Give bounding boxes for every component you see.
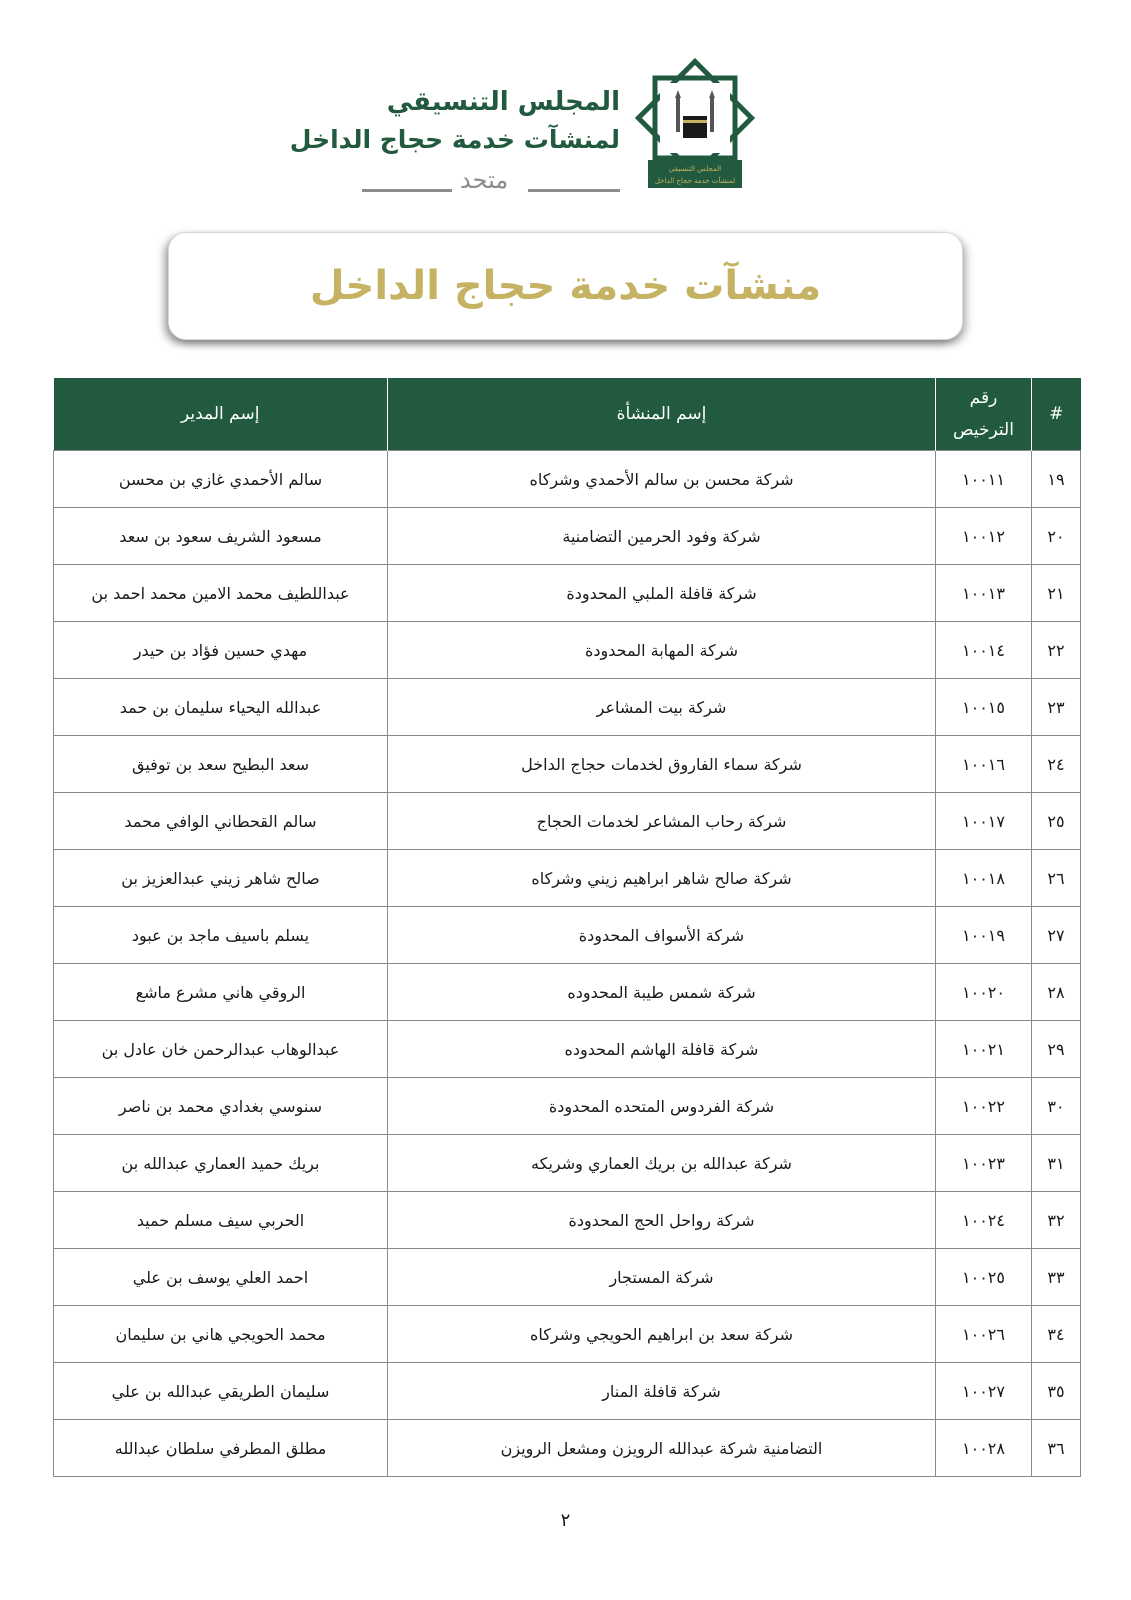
table-row <box>54 1021 1081 1078</box>
table-row <box>54 1363 1081 1420</box>
manager-name: الحربي سيف مسلم حميد <box>54 1192 388 1249</box>
manager-name: سعد البطيح سعد بن توفيق <box>54 736 388 793</box>
manager-name: الروقي هاني مشرع ماشع <box>54 964 388 1021</box>
manager-name: احمد العلي يوسف بن علي <box>54 1249 388 1306</box>
organization-name <box>290 84 620 160</box>
header <box>289 58 760 198</box>
manager-name: عبداللطيف محمد الامين محمد احمد بن <box>54 565 388 622</box>
license-number: ١٠٠١٤ <box>936 622 1032 679</box>
license-number: ١٠٠١٥ <box>936 679 1032 736</box>
manager-name: محمد الحويجي هاني بن سليمان <box>54 1306 388 1363</box>
facility-name: شركة الأسواف المحدودة <box>388 907 936 964</box>
facility-name: شركة المستجار <box>388 1249 936 1306</box>
table-header-row <box>54 378 1081 451</box>
license-number: ١٠٠٢٢ <box>936 1078 1032 1135</box>
facility-name: شركة بيت المشاعر <box>388 679 936 736</box>
table-row <box>54 1420 1081 1477</box>
tagline-rule-left <box>362 189 452 192</box>
row-number: ٢٣ <box>1032 679 1081 736</box>
column-header-manager-name: إسم المدير <box>54 378 388 451</box>
svg-text:لمنشآت خدمة حجاج الداخل: لمنشآت خدمة حجاج الداخل <box>654 177 736 185</box>
facility-name: شركة قافلة المنار <box>388 1363 936 1420</box>
row-number: ٢٦ <box>1032 850 1081 907</box>
facility-name: شركة رحاب المشاعر لخدمات الحجاج <box>388 793 936 850</box>
facility-name: شركة قافلة الهاشم المحدوده <box>388 1021 936 1078</box>
manager-name: مطلق المطرفي سلطان عبدالله <box>54 1420 388 1477</box>
row-number: ٢٩ <box>1032 1021 1081 1078</box>
manager-name: مهدي حسين فؤاد بن حيدر <box>54 622 388 679</box>
row-number: ٢٧ <box>1032 907 1081 964</box>
column-header-license <box>936 378 1032 451</box>
license-number: ١٠٠٢٧ <box>936 1363 1032 1420</box>
page-title: منشآت خدمة حجاج الداخل <box>309 263 822 309</box>
manager-name: صالح شاهر زيني عبدالعزيز بن <box>54 850 388 907</box>
table-row <box>54 907 1081 964</box>
table-row <box>54 679 1081 736</box>
facility-name: شركة رواحل الحج المحدودة <box>388 1192 936 1249</box>
facility-name: شركة الفردوس المتحده المحدودة <box>388 1078 936 1135</box>
row-number: ٢٠ <box>1032 508 1081 565</box>
license-number: ١٠٠١٨ <box>936 850 1032 907</box>
organization-name-line1: المجلس التنسيقي <box>386 87 620 117</box>
row-number: ٣٥ <box>1032 1363 1081 1420</box>
table-row <box>54 1306 1081 1363</box>
row-number: ٢٨ <box>1032 964 1081 1021</box>
license-number: ١٠٠٢٤ <box>936 1192 1032 1249</box>
table-row <box>54 451 1081 508</box>
table-row <box>54 508 1081 565</box>
facility-name: التضامنية شركة عبدالله الرويزن ومشعل الرويزن <box>388 1420 936 1477</box>
table-row <box>54 1078 1081 1135</box>
facility-name: شركة شمس طيبة المحدوده <box>388 964 936 1021</box>
manager-name: سالم الأحمدي غازي بن محسن <box>54 451 388 508</box>
row-number: ١٩ <box>1032 451 1081 508</box>
license-number: ١٠٠٢٨ <box>936 1420 1032 1477</box>
table-row <box>54 565 1081 622</box>
kaaba-emblem-icon <box>630 58 760 198</box>
row-number: ٣٤ <box>1032 1306 1081 1363</box>
column-header-number: # <box>1032 378 1081 451</box>
row-number: ٣٦ <box>1032 1420 1081 1477</box>
license-number: ١٠٠١٢ <box>936 508 1032 565</box>
license-number: ١٠٠١٦ <box>936 736 1032 793</box>
facility-name: شركة صالح شاهر ابراهيم زيني وشركاه <box>388 850 936 907</box>
manager-name: عبدالله اليحياء سليمان بن حمد <box>54 679 388 736</box>
row-number: ٣٠ <box>1032 1078 1081 1135</box>
license-number: ١٠٠١١ <box>936 451 1032 508</box>
title-banner <box>168 232 963 340</box>
tagline: متحد <box>460 166 509 194</box>
column-header-facility-name: إسم المنشأة <box>388 378 936 451</box>
license-number: ١٠٠٢٥ <box>936 1249 1032 1306</box>
row-number: ٢٢ <box>1032 622 1081 679</box>
facility-name: شركة سعد بن ابراهيم الحويجي وشركاه <box>388 1306 936 1363</box>
table-row <box>54 736 1081 793</box>
manager-name: سالم القحطاني الوافي محمد <box>54 793 388 850</box>
column-header-license-line2: الترخيص <box>953 420 1014 440</box>
manager-name: يسلم باسيف ماجد بن عبود <box>54 907 388 964</box>
license-number: ١٠٠٢٠ <box>936 964 1032 1021</box>
svg-text:المجلس التنسيقي: المجلس التنسيقي <box>668 165 722 173</box>
page-number: ٢ <box>560 1510 571 1531</box>
facilities-table <box>53 378 1081 1477</box>
table-row <box>54 793 1081 850</box>
license-number: ١٠٠٢٦ <box>936 1306 1032 1363</box>
facility-name: شركة قافلة الملبي المحدودة <box>388 565 936 622</box>
row-number: ٣٢ <box>1032 1192 1081 1249</box>
facility-name: شركة محسن بن سالم الأحمدي وشركاه <box>388 451 936 508</box>
license-number: ١٠٠٢٣ <box>936 1135 1032 1192</box>
manager-name: مسعود الشريف سعود بن سعد <box>54 508 388 565</box>
table-row <box>54 850 1081 907</box>
column-header-license-line1: رقم <box>969 388 998 408</box>
manager-name: سليمان الطريقي عبدالله بن علي <box>54 1363 388 1420</box>
row-number: ٢١ <box>1032 565 1081 622</box>
facility-name: شركة عبدالله بن بريك العماري وشريكه <box>388 1135 936 1192</box>
table-row <box>54 622 1081 679</box>
license-number: ١٠٠١٧ <box>936 793 1032 850</box>
facility-name: شركة المهابة المحدودة <box>388 622 936 679</box>
table-row <box>54 1249 1081 1306</box>
facility-name: شركة وفود الحرمين التضامنية <box>388 508 936 565</box>
facility-name: شركة سماء الفاروق لخدمات حجاج الداخل <box>388 736 936 793</box>
row-number: ٢٥ <box>1032 793 1081 850</box>
table-row <box>54 1135 1081 1192</box>
row-number: ٣١ <box>1032 1135 1081 1192</box>
row-number: ٣٣ <box>1032 1249 1081 1306</box>
license-number: ١٠٠١٣ <box>936 565 1032 622</box>
organization-name-line2: لمنشآت خدمة حجاج الداخل <box>289 125 620 154</box>
tagline-rule-right <box>528 189 620 192</box>
table-row <box>54 964 1081 1021</box>
license-number: ١٠٠٢١ <box>936 1021 1032 1078</box>
table-row <box>54 1192 1081 1249</box>
manager-name: بريك حميد العماري عبدالله بن <box>54 1135 388 1192</box>
manager-name: عبدالوهاب عبدالرحمن خان عادل بن <box>54 1021 388 1078</box>
manager-name: سنوسي بغدادي محمد بن ناصر <box>54 1078 388 1135</box>
row-number: ٢٤ <box>1032 736 1081 793</box>
license-number: ١٠٠١٩ <box>936 907 1032 964</box>
